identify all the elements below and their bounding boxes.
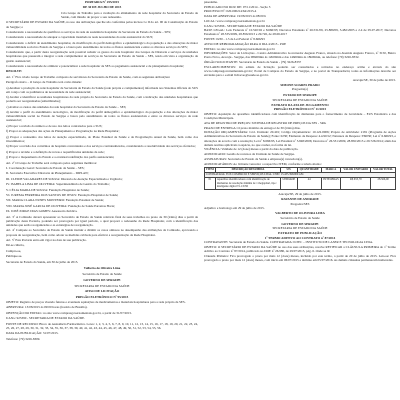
paragraph: O SECRETÁRIO DE ESTADO DA SAÚDE, no uso das atribuições que lhe são conferidas pelos incisos I e II do art. 90 da Constituição do Estado de Sergipe; e (6, 20, 198, 29)
notice-field: OBJETO: Registro de preços visando futuras e eventuais aquisições de medicamentos e materiais hospitalares para a rede própria da SES. (6, 299, 186, 304)
table-header: VALOR UNITÁRIO (341, 167, 371, 172)
table-cell: Aparelhos identificadores com identificação de diamantes de resolução mínima de 1 megapixel, tipo: inteligente digital T1.1/UNI (216, 178, 281, 190)
attributions-list (6, 86, 198, 160)
extract-subtitle: PREGÃO ELETRÔNICO Nº 11/2015 (273, 107, 327, 112)
signer-name: SIMONE SOARES PRADO (280, 82, 320, 87)
list-item: b) Avaliar e identificar as unidades hospitalares da rede própria da Secretaria de Estado da Saúde, com a indicação das unidades hospitalares que poderão ser reorganizadas (subutilizadas); (6, 95, 198, 104)
list-item: I. Coordenação Geral: Secretaria de Estado da Saúde – SES; (6, 165, 85, 170)
notice-field: FONTE DE RECURSO: Bloco de Assistência Farmacêutica. Lotes: 1, 2, 3, 4, 5, 6, 7, 8, 9, 10, 11, 12, 13, 14, 15, 16, 17, 18, 19, 20, 21, 22, 23, 24, 25, 26, 27, 28, 29, 30, 31, 32, 33, 34, 35, 36, 37, 38, 39, 40, 41, 42, 43, 44, 45, 46, 47, 48, 49, 50, 51, 52, 53, 54, 55, 56. (6, 321, 198, 330)
notice-field: PRAZO DE ENTREGA: O prazo máximo de entrega é de 30 (trinta) dias. (204, 125, 301, 130)
closing-line: Cumpra-se, (6, 248, 22, 253)
notice-field: ABERTURA: 13/08/2015 às 09:00 horas (horário de Brasília). (6, 305, 88, 310)
left-column (6, 0, 198, 342)
signer-name: RAVANNE DE ANDRADE (281, 196, 319, 201)
government-title: ESTADO DE SERGIPE (283, 93, 317, 98)
table-header: QUANTIDADE (297, 167, 321, 172)
notice-field: OBJETO: Aquisição de aparelhos identificadores com identificação de diamantes para o fornecimento de Gravidade – EUS Estatística e das Condições Municipais. (204, 112, 396, 121)
notice-field: ADJUDICADO: Gestão de recursos da Unidade de Saúde de Sergipe. (204, 152, 295, 157)
list-item: e) Propor a revisão do número e de uso dos leitos contratados para o SUS; (6, 123, 103, 128)
table-cell: 01 (205, 178, 216, 190)
signer-name: VALBERTO DE OLIVEIRA LIMA (275, 210, 325, 215)
members-list (6, 166, 198, 214)
signer-role: Secretário de Estado da Saúde (280, 215, 320, 220)
notice-field: FONTE: 0230 - 1.5 da Lei Federal nº 8.666/93 (204, 37, 265, 42)
notice-field: OBTENÇÃO DO EDITAL: no site www.comprasgovernamentais.gov.br, a partir de 31/07/2015. (6, 310, 132, 315)
paragraph: Considerando a necessidade de otimizar e potencializar a rede hospitalar da SES ao pagamento assistencial e de planejamento hospitalar; (6, 64, 185, 68)
article: Art. 4º Compete ao Secretário de Estado da Saúde instruir e dirimir os casos omissos no desempenho das atribuições da Comissão, aprovando a proposta de reorganização, bem como adotar as medidas cabíveis para efetivar a reorganização da Rede Hospitalar. (6, 228, 198, 237)
extract-title: EXTRATO DE PUBLICAÇÃO (278, 231, 322, 236)
notice-field: PROCESSO Nº: 020-000214/64/2015-4 (204, 9, 257, 14)
extract-title: EXTRATO DA ATA DE JULGAMENTO (271, 102, 329, 107)
table-header: VALOR TOTAL (371, 167, 396, 172)
notice-field: UASG: 925390 - SECRETARIA DE ESTADO DA SAÚDE. (6, 316, 85, 321)
list-item: i) Propor a revisão e a definição de novas e requalificadas unidades da rede; (6, 149, 105, 154)
closing-line: Dê-se ciência, (6, 243, 25, 248)
government-subtitle: SECRETARIA DE ESTADO DA SAÚDE (272, 226, 328, 231)
notice-field: AVISO DE REPROGRAMAÇÃO PARA O DIA 4/2015 - POE (204, 41, 287, 46)
list-item: h) Propor a revisão dos convênios de hospitais conveniados e dos serviços contratualizados, considerando a resolutividade dos serviços ofertados; (6, 144, 196, 149)
article: Art. 1º Fica criado Grupo de Trabalho composto de servidores da Secretaria de Estado da Saúde, com as seguintes atribuições: (6, 74, 171, 79)
table-cell: INTELBRAS (321, 178, 341, 190)
portaria-number: PORTARIA Nº 255/2015 (84, 0, 120, 4)
notice-field: ESCLARECIMENTOS: Os editais de licitação poderão ser consultados e retirados no endereço acima e através do site www.comprasgovernamentais.gov.br; Portal de Compras do Estado de Sergipe, e no portal da Transparência; todas as informações deverão ser enviadas para o e-mail licitacao@saude.se.gov.br. (204, 64, 396, 78)
closing-line: Publique-se. (6, 254, 23, 259)
list-item: III. CLEIDE VALADARES DE SOUZA: Diretoria de Atenção Especializada e Urgência; (6, 176, 123, 181)
notice-field: UASG: 925396 - SECRETARIA DE ESTADO DA SAÚDE (204, 23, 283, 28)
notice-field: INFORMAÇÕES: Setor de Licitações - Centro Administrativo Governador Augusto Franco, situado na Avenida Augusto Franco, nº 3150, Bairro Ponto Novo, Aracaju - Sergipe, das 08h00min às 12h00min e das 14h00min às 18h00min, ou telefone: (79) 3226-8332. (204, 51, 396, 60)
homologation-text: Adjudico e homologo em 29 de julho de 2015. (204, 206, 265, 211)
notice-field: ÓRGÃO SOLICITANTE: Secretaria de Estado da Saúde - (79) 3226-8337 (204, 60, 302, 65)
list-item: VI. JUREMA FERREIRA DOS SANTOS DE JESUS: Fundação Hospitalar de Saúde; (6, 193, 119, 198)
list-item: II. Secretaria Executiva: Diretoria de Planejamento – DIPLAN; (6, 171, 89, 176)
extract-subtitle: 1º TERMO ADITIVO AO CONTRATO nº 87/2014 (264, 235, 336, 240)
table-header: UN. (280, 167, 297, 172)
right-column (204, 0, 396, 263)
paragraph: Considerando a necessidade de qualificar os serviços da rede de assistência hospitalar da Secretaria de Estado da Saúde – SES; (6, 29, 172, 34)
table-company: CONTRATADA: FOX COMÉRCIO E SERVIÇOS LTDA. CNPJ: 15.435.396/0001-84 (205, 172, 396, 177)
resolve-heading: RESOLVE: (6, 69, 23, 74)
table-cell: 28.366,90 (371, 178, 396, 190)
list-item: VII. MARIA CLARA NUNES MONTEIRO: Fundação Estadual de Saúde; (6, 198, 104, 203)
paragraph: Considerando o déficit de atendimento hospitalar, da modificação do perfil demográfico e epidemiológico da população e das alterações de maior vulnerabilidade social no Estado de Sergipe e a busca pelo atendimento de todos os fluxos assistenciais e entre os diversos serviços da SES; (6, 40, 198, 49)
place-date: Aracaju/SE, 29 de julho de 2015. (278, 192, 322, 197)
list-item: f) Propor as adequações das ações de Planejamento e Programação na Rede Hospitalar; (6, 129, 120, 134)
notice-field: EDITAL: no site www.comprasgovernamentais.gov.br (204, 46, 275, 51)
place-date: Secretaria de Estado da Saúde, em 30 de julho de 2015. (6, 259, 79, 264)
notice-field: CONTRATANTE: Secretaria de Estado da Saúde. CONTRATADA: ILTEC – INSTITUTO DE LASER E TECNOLOGIA LTDA. (204, 240, 373, 245)
paragraph: Considerando que, a partir desta reorganização será possível reduzir os gastos da rede hospitalar dos Grupos de Diretoria e serviços de unidades hospitalares que passaram a integrar a rede complementar de serviços da Secretaria de Estado da Saúde – SES, tendo em vista a organização da gestão assistencial; (6, 50, 198, 63)
list-item: j) Propor o mapeamento do Estado e a eventual redefinição dos perfis assistenciais; (6, 155, 115, 160)
notice-field: ATA DE REGISTRO DE PREÇOS: SISTEMA DE REGISTRO DE PREÇOS DA SES - SRG (204, 120, 327, 125)
list-item: V. CÉLIA MARIA DE SOUZA: Fundação Hospitalar de Saúde; (6, 187, 90, 192)
table-header: MARCA (321, 167, 341, 172)
table-header: DESCRIÇÃO RESUMIDA (216, 167, 281, 172)
paragraph: Considerando a necessidade de adequar a capacidade instalada às reais necessidades da rede assistencial do SUS; (6, 35, 154, 40)
list-item: d) Avaliar o perfil do atendimento tecnológico, da modificação do perfil demográfico e epidemiológico da população e das alterações de maior vulnerabilidade social no Estado de Sergipe e busca pelo atendimento de todos os fluxos assistenciais e entre os diversos serviços da rede assistencial; (6, 110, 198, 123)
list-item: IX. JOSÉ JORGE DIAS GOMES: Assessoria Jurídica. (6, 209, 78, 214)
table-cell: 44 (297, 178, 321, 190)
notice-field: OBJETO: O SECRETÁRIO DE ESTADO DA SAÚDE no uso das suas atribuições, resolve RETIFICAR a CLÁUSULA PRIMEIRA do 1º Termo Aditivo ao Contrato nº 87/2014, publicado no DOE nº 26.980, de 29/07/2015, pág. 6. Onde se lê: (204, 245, 396, 254)
notice-field: PUBLICADO NO DOU DE: 07/11/2014 - Seção 3 (204, 4, 271, 9)
list-item: c) Avaliar os custos das unidades da rede hospitalar da Secretaria de Estado da Saúde – SES; (6, 104, 127, 109)
signer-name: Valberto de Oliveira Lima (83, 266, 121, 271)
notice-field: Cláusula Primeira: Fica prorrogado o prazo por mais 12 (doze) meses, incluído por este termo, a partir de 20 de julho de 2015. Leia-se: Fica prorrogado o prazo por mais 12 (doze) meses, com início em 06/07/2015 e término em 05/07/2016. As demais cláusulas permanecem inalteradas. (204, 254, 396, 263)
notice-title: AVISO DE LICITAÇÃO (84, 289, 120, 294)
notice-field: DATA DE ABERTURA: 19/08/2015 às 08:00 h (204, 14, 267, 19)
place-date: Aracaju/SE, 30 de julho de 2015. (352, 77, 396, 82)
notice-field: ADJUDICATÁRIOS: Ao licitante vencedor o respectivo ITEM, conforme a tabela abaixo: (204, 161, 322, 166)
notice-field: DATA DA PUBLICAÇÃO: 31/07/2015. (6, 331, 59, 336)
items-table (204, 167, 396, 190)
table-row (205, 178, 396, 190)
signer-role: Pregoeira(o) (291, 87, 309, 92)
table-cell: R$ 655,70 (341, 178, 371, 190)
portaria-ementa: Cria Grupo de Trabalho para a avaliação do alinhamento da rede hospitalar da Secretaria de Estado da Saúde, com missão de propor o seu redesenho. (61, 10, 198, 19)
notice-field: BASE LEGAL: Leis Federais nº 10.520/02 e 8.666/93; Decretos Estaduais nº 26.531/09, 25.889/09, 5.482/2005 e 2.4 de 05.07.2017; Decretos Estaduais nº 28.535/2009, 28.856/2013 e 29.726, de 28.06.2017 (204, 28, 396, 37)
signer-role: Secretário de Estado da Saúde (82, 271, 122, 276)
notice-field: VIGÊNCIA: Validade de 12 (doze) meses a partir da data de publicação. (204, 147, 299, 152)
government-subtitle: SECRETARIA DE ESTADO DA SAÚDE (272, 97, 328, 102)
article: Parágrafo único – O Grupo de Trabalho terá como missão: (6, 80, 83, 85)
table-header: ITEM (206, 168, 214, 172)
notice-field: LOCAL: www.comprasgovernamentais.gov.br (204, 18, 265, 23)
government-subtitle: SECRETARIA DE ESTADO DA SAÚDE (74, 283, 130, 288)
portaria-date: DE 30 DE JULHO DE 2015 (82, 5, 122, 10)
government-title: GOVERNO DE SERGIPE (83, 278, 121, 283)
list-item: a) Analisar a produção da rede hospitalar da Secretaria de Estado da Saúde (rede própria e complementar) informada nos Sistemas Oficiais do SUS em cotejo com os parâmetros de necessidade da rede assistencial; (6, 85, 198, 94)
list-item: VIII. MARIA JOSÉ GARCIA DE OLIVEIRA: Fundação de Saúde Parreiras Horta; (6, 203, 115, 208)
article: Art. 3º A Comissão deverá apresentar ao Secretário de Estado da Saúde relatório final de seus trabalhos no prazo de 30 (trinta) dias a partir da publicação desta Portaria, podendo ser prorrogado por igual período, o qual proporá o redesenho da Rede Hospitalar, com a identificação das unidades que serão reorganizadas e as estratégias de reorganização. (6, 214, 198, 227)
list-item: IV. ISABELA LIMA DE OLIVEIRA: Superintendência de Gestão do Trabalho; (6, 182, 110, 187)
table-cell: UNIDADE (280, 178, 297, 190)
government-title: GOVERNO DE SERGIPE (281, 221, 319, 226)
fragment-text: pnsedema. (204, 0, 218, 4)
notice-field: ASSINATURAS: Secretaria de Estado da Saúde e empresa(s) vencedora(s). (204, 156, 303, 161)
article: Art. 5º Esta Portaria entra em vigor na data de sua publicação. (6, 237, 87, 242)
notice-subtitle: PREGÃO ELETRÔNICO Nº 95/2015 (75, 294, 129, 299)
article: Art. 2º O Grupo de Trabalho será composto pelos seguintes membros: (6, 160, 98, 165)
list-item: g) Propor o redesenho dos leitos de atenção especializada, do Plano Estadual de Saúde e da Programação Anual de Saúde, bem como dos investimentos; (6, 134, 198, 143)
signer-role: Pregoeira/SES (290, 201, 310, 206)
notice-field: Telefone: (79) 3226-8309. (6, 336, 41, 341)
notice-field: DOTAÇÃO ORÇAMENTÁRIA: Cód. Unidade: 20.401; Código Orçamentário: 10.122.0006; Projeto de Atividade: 2181 (Programa de Ações Administrativas da Secretaria de Estado da Saúde); Fonte: 0230; Elemento de Despesa: 4.4.90.52; Natureza da Despesa: 339030; Lei nº 6.666/93, e alterações de acordo com a resolução; Lei nº 8.666/93, Lei Estadual nº 5.848/2006; Decretos nº 26.531/2009, 28.856/2013 e 29.726/2014; além das demais normas aplicáveis à espécie, no que couber, na forma da lei. (204, 130, 396, 147)
